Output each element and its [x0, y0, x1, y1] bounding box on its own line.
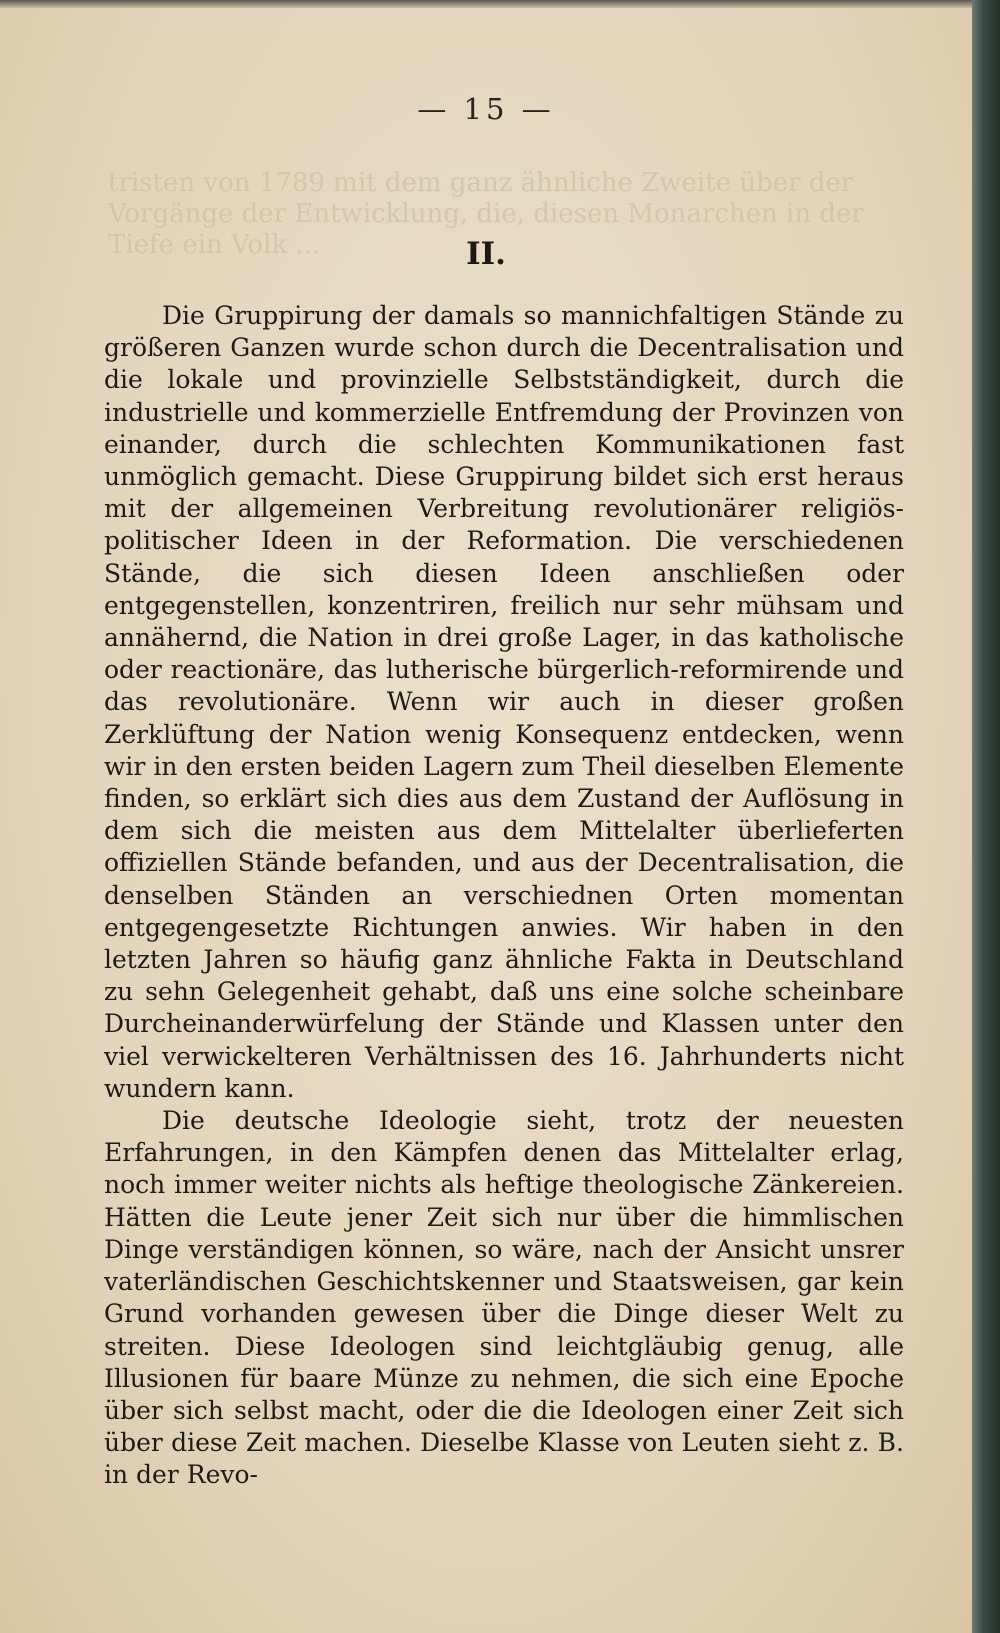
paragraph: Die Gruppirung der damals so mannichfaltigen Stände zu größeren Ganzen wurde schon durch die Decentralisation und die lokale und provinzielle Selbstständigkeit, durch die industrielle und kommerzielle Entfremdung der Provinzen von einander, durch die schlechten Kommunikationen fast unmöglich gemacht. Diese Gruppirung bildet sich erst heraus mit der allgemeinen Verbreitung revolutionärer religiös-politischer Ideen in der Reformation. Die verschiedenen Stände, die sich diesen Ideen anschließen oder entgegenstellen, konzentriren, freilich nur sehr mühsam und annähernd, die Nation in drei große Lager, in das katholische oder reactionäre, das lutherische bürgerlich-reformirende und das revolutionäre. Wenn wir auch in dieser großen Zerklüftung der Nation wenig Konsequenz entdecken, wenn wir in den ersten beiden Lagern zum Theil dieselben Elemente finden, so erklärt sich dies aus dem Zustand der Auflösung in dem sich die meisten aus dem Mittelalter überlieferten offiziellen Stände befanden, und aus der Decentralisation, die denselben Ständen an verschiednen Orten momentan entgegengesetzte Richtungen anwies. Wir haben in den letzten Jahren so häufig ganz ähnliche Fakta in Deutschland zu sehn Gelegenheit gehabt, daß uns eine solche scheinbare Durcheinanderwürfelung der Stände und Klassen unter den viel verwickelteren Verhältnissen des 16. Jahrhunderts nicht wundern kann.	[104, 301, 904, 1103]
show-through-text: tristen von 1789 mit dem ganz ähnliche Zweite über der Vorgänge der Entwicklung, die, diesen Monarchen in der Tiefe ein Volk ...	[108, 168, 864, 260]
page-top-edge	[0, 0, 972, 8]
paragraph: Die deutsche Ideologie sieht, trotz der neuesten Erfahrungen, in den Kämpfen denen das Mittelalter erlag, noch immer weiter nichts als heftige theologische Zänkereien. Hätten die Leute jener Zeit sich nur über die himmlischen Dinge verständigen können, so wäre, nach der Ansicht unsrer vaterländischen Geschichtskenner und Staatsweisen, gar kein Grund vorhanden gewesen über die Dinge dieser Welt zu streiten. Diese Ideologen sind leichtgläubig genug, alle Illusionen für baare Münze zu nehmen, die sich eine Epoche über sich selbst macht, oder die die Ideologen einer Zeit sich über diese Zeit machen. Dieselbe Klasse von Leuten sieht z. B. in der Revo-	[104, 1106, 904, 1490]
body-text	[104, 300, 904, 1492]
book-binding-edge	[972, 0, 1000, 1633]
section-heading: II.	[466, 236, 506, 272]
page-number: — 15 —	[417, 92, 555, 126]
